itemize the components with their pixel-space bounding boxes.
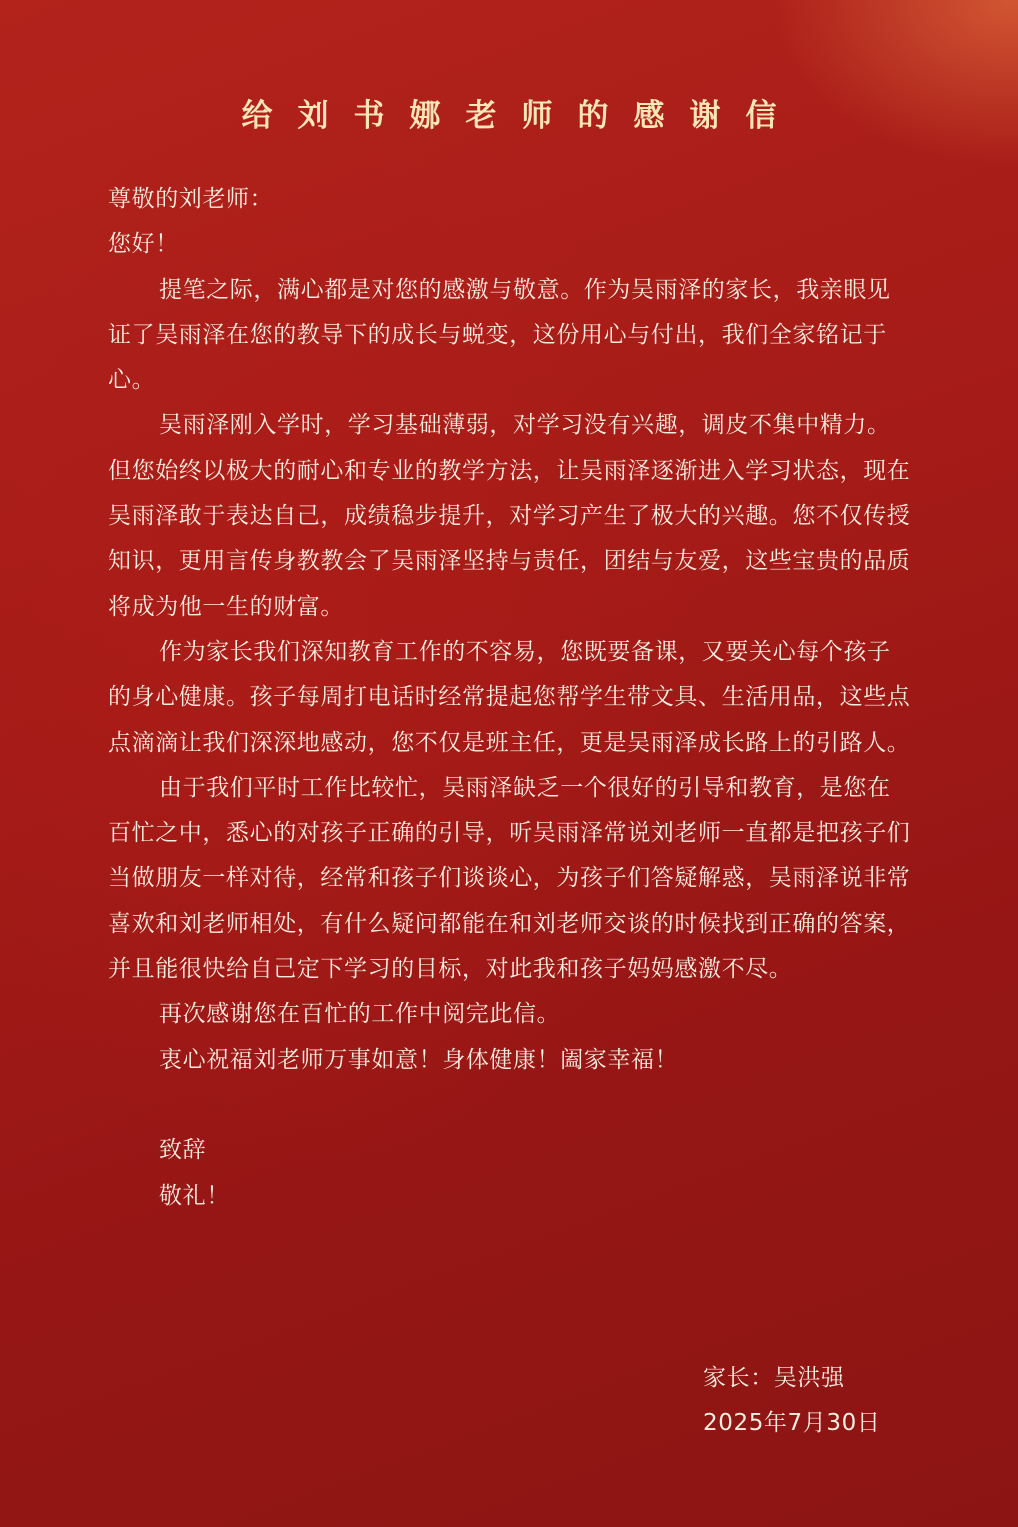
closing-line: 敬礼！ bbox=[159, 1182, 230, 1209]
letter-body bbox=[108, 177, 913, 1219]
signature-name: 家长：吴洪强 bbox=[703, 1365, 845, 1391]
letter-title: 给刘书娜老师的感谢信 bbox=[241, 98, 802, 134]
closing-line: 致辞 bbox=[159, 1137, 207, 1164]
signature-block bbox=[703, 1356, 880, 1446]
paragraph: 由于我们平时工作比较忙，吴雨泽缺乏一个很好的引导和教育，是您在百忙之中，悉心的对孩子正确的引导，听吴雨泽常说刘老师一直都是把孩子们当做朋友一样对待，经常和孩子们谈谈心，为孩子们答疑解惑，吴雨泽说非常喜欢和刘老师相处，有什么疑问都能在和刘老师交谈的时候找到正确的答案，并且能很快给自己定下学习的目标，对此我和孩子妈妈感激不尽。 bbox=[108, 774, 911, 983]
blank-line bbox=[108, 1083, 913, 1128]
greeting: 您好！ bbox=[108, 231, 179, 258]
paragraph: 衷心祝福刘老师万事如意！身体健康！阖家幸福！ bbox=[159, 1046, 679, 1073]
paragraph: 再次感谢您在百忙的工作中阅完此信。 bbox=[159, 1001, 561, 1028]
paragraph: 提笔之际，满心都是对您的感激与敬意。作为吴雨泽的家长，我亲眼见证了吴雨泽在您的教导下的成长与蜕变，这份用心与付出，我们全家铭记于心。 bbox=[108, 276, 891, 394]
salutation: 尊敬的刘老师： bbox=[108, 186, 274, 212]
paragraph: 作为家长我们深知教育工作的不容易，您既要备课，又要关心每个孩子的身心健康。孩子每周打电话时经常提起您帮学生带文具、生活用品，这些点点滴滴让我们深深地感动，您不仅是班主任，更是吴雨泽成长路上的引路人。 bbox=[108, 638, 911, 756]
signature-date: 2025年7月30日 bbox=[703, 1410, 881, 1436]
paragraph: 吴雨泽刚入学时，学习基础薄弱，对学习没有兴趣，调皮不集中精力。但您始终以极大的耐心和专业的教学方法，让吴雨泽逐渐进入学习状态，现在吴雨泽敢于表达自己，成绩稳步提升，对学习产生了极大的兴趣。您不仅传授知识，更用言传身教教会了吴雨泽坚持与责任，团结与友爱，这些宝贵的品质将成为他一生的财富。 bbox=[108, 412, 911, 620]
